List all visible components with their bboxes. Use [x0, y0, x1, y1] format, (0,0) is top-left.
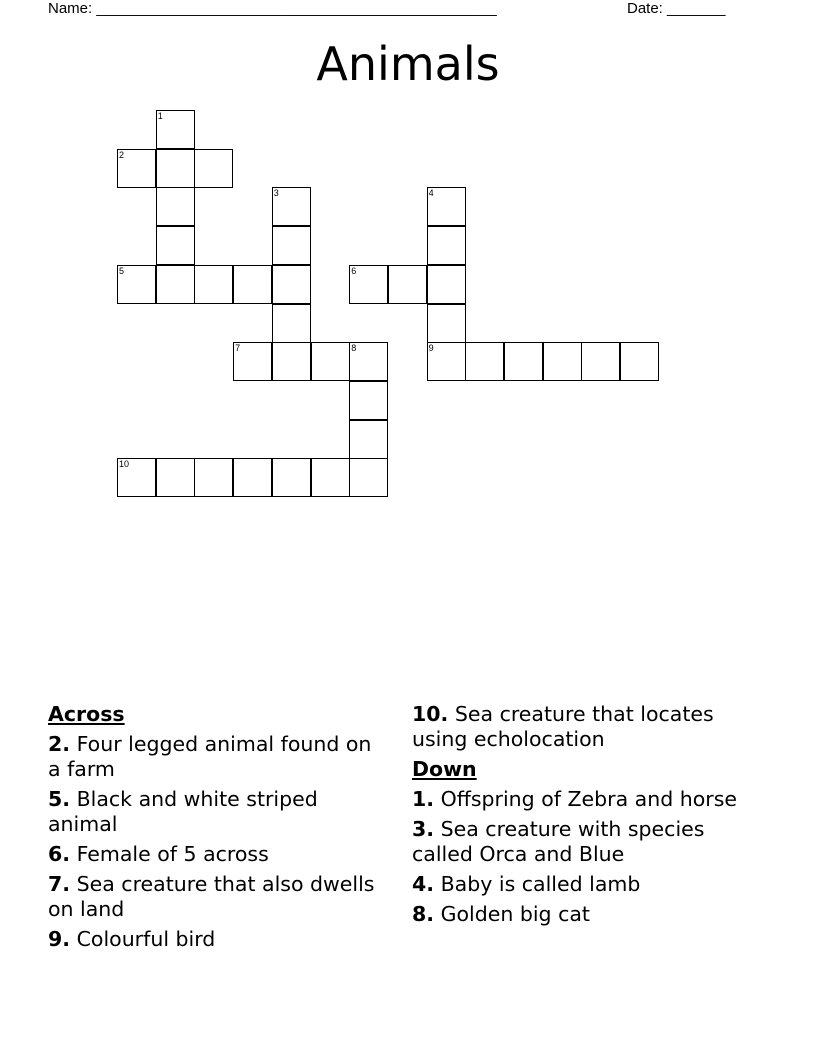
crossword-cell[interactable]	[156, 110, 195, 149]
crossword-grid	[0, 0, 816, 520]
crossword-cell[interactable]	[349, 265, 388, 304]
crossword-cell[interactable]	[194, 149, 233, 188]
cell-number: 5	[119, 265, 125, 276]
crossword-cell[interactable]	[156, 226, 195, 265]
clue-number: 6.	[48, 842, 71, 866]
crossword-cell[interactable]	[311, 342, 350, 381]
clue-item	[48, 732, 388, 782]
crossword-cell[interactable]	[117, 149, 156, 188]
clue-item	[412, 872, 752, 897]
clue-item	[412, 902, 752, 927]
clue-item	[48, 787, 388, 837]
crossword-cell[interactable]	[427, 187, 466, 226]
page-title: Animals	[316, 37, 500, 91]
crossword-cell[interactable]	[233, 458, 272, 497]
clue-text: Sea creature that also dwells on land	[48, 872, 375, 921]
clue-item	[48, 872, 388, 922]
clue-text: Female of 5 across	[76, 842, 269, 866]
crossword-cell[interactable]	[272, 458, 311, 497]
clue-text: Four legged animal found on a farm	[48, 732, 372, 781]
crossword-cell[interactable]	[233, 342, 272, 381]
clue-number: 3.	[412, 817, 435, 841]
date-field-line[interactable]: Date: _______	[627, 0, 726, 17]
crossword-cell[interactable]	[427, 265, 466, 304]
crossword-cell[interactable]	[272, 226, 311, 265]
crossword-cell[interactable]	[543, 342, 582, 381]
crossword-cell[interactable]	[117, 458, 156, 497]
crossword-cell[interactable]	[272, 304, 311, 343]
crossword-cell[interactable]	[311, 458, 350, 497]
crossword-cell[interactable]	[194, 265, 233, 304]
clue-item	[412, 702, 752, 752]
crossword-cell[interactable]	[620, 342, 659, 381]
clue-section-heading: Down	[412, 757, 477, 781]
crossword-cell[interactable]	[504, 342, 543, 381]
clue-section-heading: Across	[48, 702, 125, 726]
crossword-cell[interactable]	[156, 187, 195, 226]
clue-number: 10.	[412, 702, 449, 726]
crossword-cell[interactable]	[349, 381, 388, 420]
clues-right-column	[412, 702, 752, 932]
clue-text: Sea creature with species called Orca and Blue	[412, 817, 705, 866]
clue-text: Sea creature that locates using echolocation	[412, 702, 714, 751]
cell-number: 9	[428, 343, 434, 354]
clue-number: 4.	[412, 872, 435, 896]
clue-item	[412, 787, 752, 812]
crossword-cell[interactable]	[272, 187, 311, 226]
cell-number: 4	[428, 188, 434, 199]
clue-number: 8.	[412, 902, 435, 926]
crossword-cell[interactable]	[427, 226, 466, 265]
crossword-cell[interactable]	[156, 458, 195, 497]
cell-number: 1	[157, 111, 163, 121]
clue-text: Colourful bird	[76, 927, 216, 951]
clue-item	[48, 927, 388, 952]
crossword-cell[interactable]	[427, 304, 466, 343]
clue-text: Golden big cat	[440, 902, 590, 926]
crossword-cell[interactable]	[156, 149, 195, 188]
crossword-cell[interactable]	[349, 458, 388, 497]
name-field-line[interactable]: Name: ________________________________________________	[48, 0, 497, 17]
crossword-cell[interactable]	[272, 342, 311, 381]
crossword-cell[interactable]	[349, 420, 388, 459]
cell-number: 8	[351, 343, 357, 354]
crossword-cell[interactable]	[388, 265, 427, 304]
cell-number: 6	[351, 265, 357, 276]
cell-number: 10	[119, 459, 130, 470]
crossword-cell[interactable]	[194, 458, 233, 497]
crossword-cell[interactable]	[427, 342, 466, 381]
clue-number: 1.	[412, 787, 435, 811]
clue-text: Black and white striped animal	[48, 787, 318, 836]
clue-number: 7.	[48, 872, 71, 896]
crossword-cell[interactable]	[581, 342, 620, 381]
cell-number: 2	[119, 149, 125, 160]
clue-number: 5.	[48, 787, 71, 811]
clue-number: 2.	[48, 732, 71, 756]
crossword-cell[interactable]	[117, 265, 156, 304]
clue-text: Baby is called lamb	[440, 872, 641, 896]
clue-item	[412, 817, 752, 867]
clues-left-column	[48, 702, 388, 957]
crossword-cell[interactable]	[156, 265, 195, 304]
crossword-cell[interactable]	[272, 265, 311, 304]
crossword-cell[interactable]	[465, 342, 504, 381]
crossword-cell[interactable]	[233, 265, 272, 304]
clue-item	[48, 842, 388, 867]
crossword-cell[interactable]	[349, 342, 388, 381]
cell-number: 3	[273, 188, 279, 199]
cell-number: 7	[235, 343, 241, 354]
clue-text: Offspring of Zebra and horse	[440, 787, 737, 811]
clue-number: 9.	[48, 927, 71, 951]
